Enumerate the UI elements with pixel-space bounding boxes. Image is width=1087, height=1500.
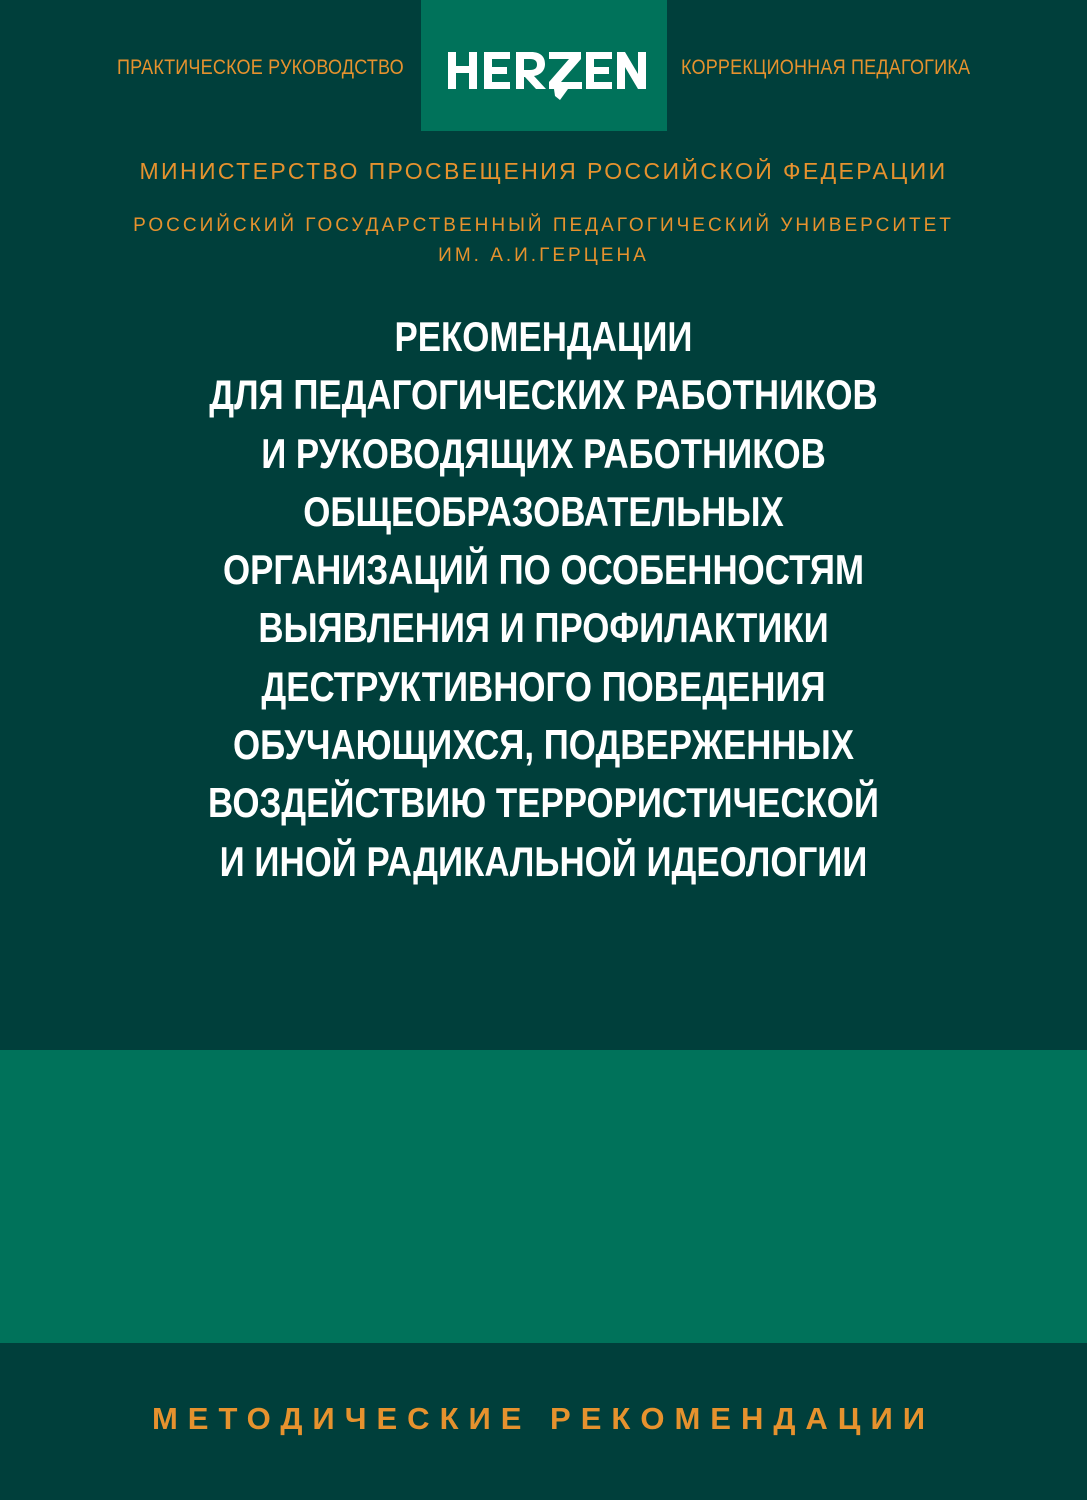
series-label-left: ПРАКТИЧЕСКОЕ РУКОВОДСТВО	[117, 56, 404, 79]
herzen-logo-mark	[421, 0, 667, 131]
title-line: ДЕСТРУКТИВНОГО ПОВЕДЕНИЯ	[261, 662, 826, 710]
title-line: ВОЗДЕЙСТВИЮ ТЕРРОРИСТИЧЕСКОЙ	[208, 779, 879, 827]
title-line: РЕКОМЕНДАЦИИ	[394, 313, 693, 360]
book-title	[0, 308, 1087, 891]
series-label-right: КОРРЕКЦИОННАЯ ПЕДАГОГИКА	[681, 56, 971, 79]
ministry-name: МИНИСТЕРСТВО ПРОСВЕЩЕНИЯ РОССИЙСКОЙ ФЕДЕРАЦИИ	[139, 158, 948, 184]
title-line: ДЛЯ ПЕДАГОГИЧЕСКИХ РАБОТНИКОВ	[209, 371, 878, 419]
title-line: ОРГАНИЗАЦИЙ ПО ОСОБЕННОСТЯМ	[222, 546, 865, 594]
university-name	[0, 211, 1087, 271]
decorative-band	[0, 1050, 1087, 1343]
title-line: ОБУЧАЮЩИХСЯ, ПОДВЕРЖЕННЫХ	[233, 721, 854, 769]
title-line: И ИНОЙ РАДИКАЛЬНОЙ ИДЕОЛОГИИ	[219, 837, 868, 885]
university-line-2: ИМ. А.И.ГЕРЦЕНА	[438, 245, 649, 266]
publication-type-label: МЕТОДИЧЕСКИЕ РЕКОМЕНДАЦИИ	[151, 1401, 936, 1436]
title-line: И РУКОВОДЯЩИХ РАБОТНИКОВ	[261, 429, 826, 477]
university-line-1: РОССИЙСКИЙ ГОСУДАРСТВЕННЫЙ ПЕДАГОГИЧЕСКИЙ УНИВЕРСИТЕТ	[133, 215, 954, 236]
title-line: ВЫЯВЛЕНИЯ И ПРОФИЛАКТИКИ	[258, 604, 829, 652]
herzen-logo	[421, 0, 667, 131]
title-line: ОБЩЕОБРАЗОВАТЕЛЬНЫХ	[303, 487, 784, 535]
